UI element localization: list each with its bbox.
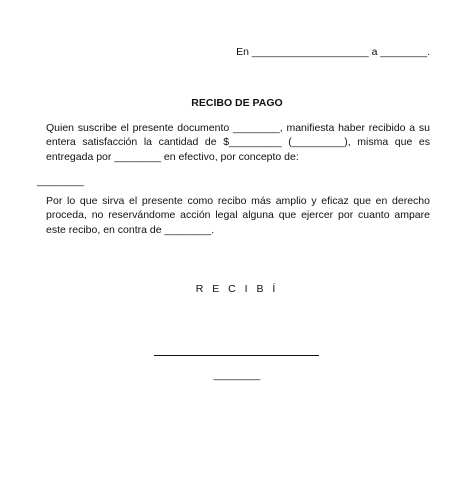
- signature-name-blank: ________: [213, 369, 261, 381]
- received-heading: R E C I B Í: [195, 283, 279, 295]
- place-date-line: En ____________________ a ________.: [236, 46, 430, 58]
- document-title: RECIBO DE PAGO: [191, 97, 283, 109]
- concept-blank: ________: [37, 175, 84, 187]
- receipt-paragraph-1: Quien suscribe el presente documento ________, manifiesta haber recibido a su entera satisfacción la cantidad de $_________ (_________), misma que es entregada por ________ en efectivo, por concepto de:: [46, 122, 433, 163]
- signature-line: [154, 355, 319, 356]
- receipt-paragraph-2: Por lo que sirva el presente como recibo más amplio y eficaz que en derecho proceda, no reservándome acción legal alguna que ejercer por cuanto ampare este recibo, en contra de ________.: [46, 195, 433, 236]
